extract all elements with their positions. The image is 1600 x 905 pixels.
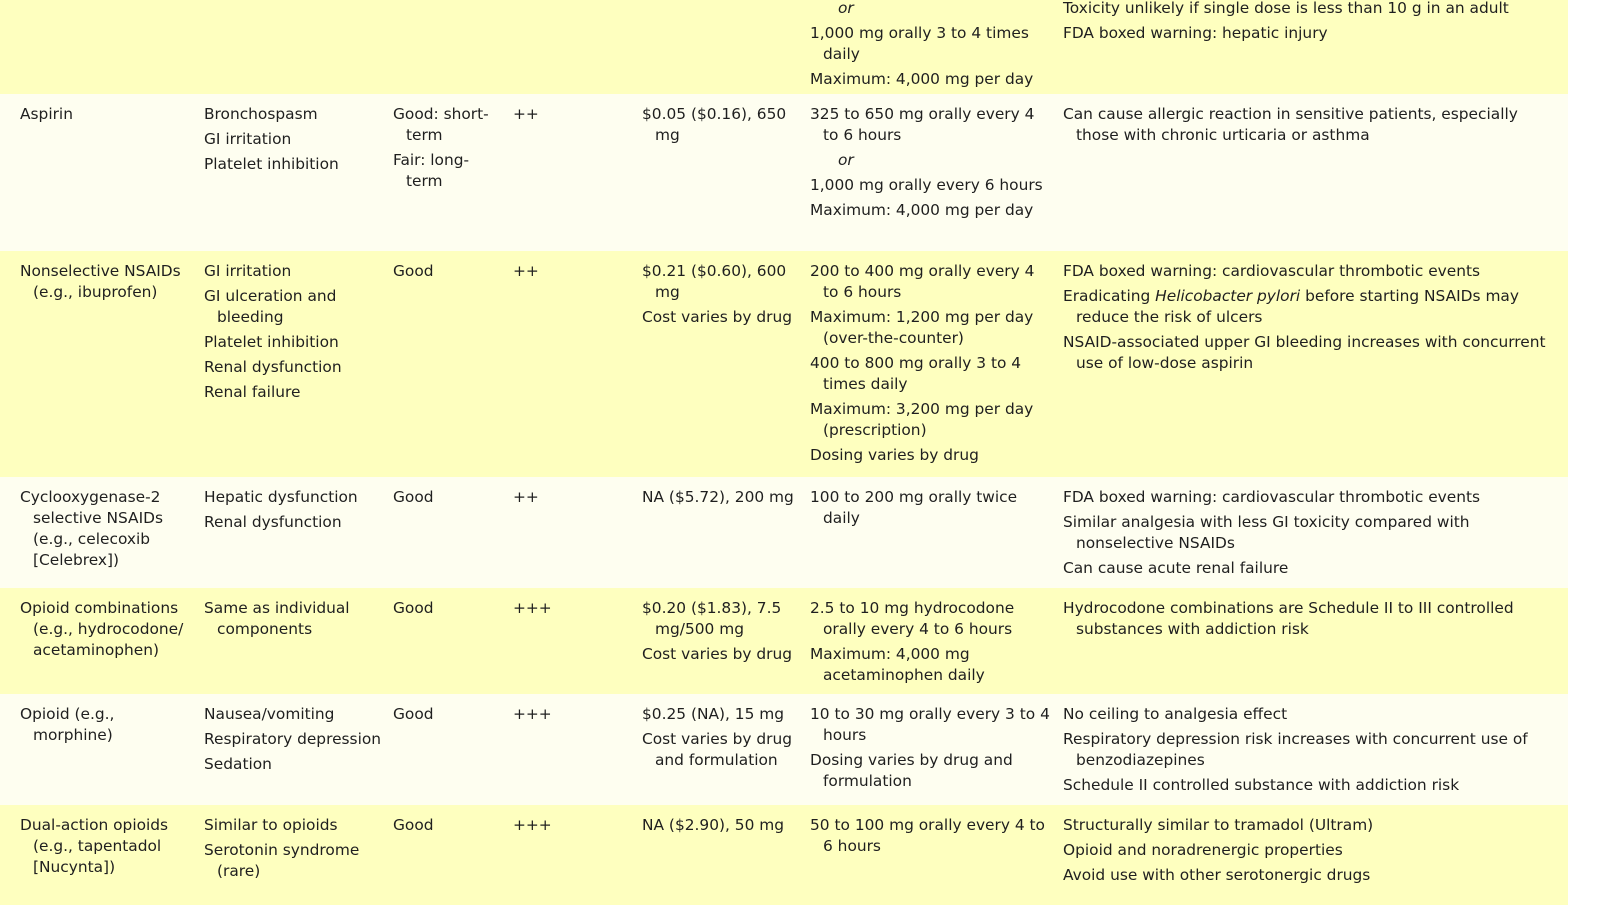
cell-line: Cost varies by drug [642, 308, 793, 326]
comments-cell [1063, 261, 1563, 378]
cell-line: Schedule II controlled substance with addiction risk [1063, 776, 1460, 794]
text-run: Eradicating [1063, 287, 1156, 305]
comments-cell [1063, 0, 1563, 48]
cell-line: Cyclooxygenase-2 selective NSAIDs (e.g., celecoxib [Celebrex]) [20, 488, 163, 569]
cell-line: Respiratory depression risk increases with concurrent use of benzodiazepines [1063, 730, 1528, 769]
cell-line: Nausea/vomiting [204, 705, 335, 723]
cell-line: Maximum: 4,000 mg per day [810, 201, 1034, 219]
cell-line: Opioid combinations (e.g., hydrocodone/ acetaminophen) [20, 599, 184, 659]
cell-line: or [838, 0, 854, 17]
cell-line: ++ [513, 262, 539, 280]
adverse-effects-cell [204, 815, 384, 886]
potency-cell [513, 815, 623, 840]
drug-cell [20, 598, 195, 665]
cell-line: Renal dysfunction [204, 513, 342, 531]
cell-line: Similar to opioids [204, 816, 338, 834]
cell-line: Good [393, 816, 434, 834]
cell-line: Good [393, 705, 434, 723]
dosing-cell [810, 0, 1050, 94]
cell-line: Opioid and noradrenergic properties [1063, 841, 1343, 859]
potency-cell [513, 104, 623, 129]
cell-line: Cost varies by drug [642, 645, 793, 663]
cell-line: $0.05 ($0.16), 650 mg [642, 105, 787, 144]
cell-line: Good [393, 599, 434, 617]
table-row [0, 0, 1568, 94]
cell-line: Dosing varies by drug and formulation [810, 751, 1013, 790]
cost-cell [642, 487, 802, 512]
cell-line: Cost varies by drug and formulation [642, 730, 793, 769]
potency-cell [513, 704, 623, 729]
cell-line: Toxicity unlikely if single dose is less than 10 g in an adult [1063, 0, 1509, 17]
table-row [0, 694, 1568, 805]
dosing-cell [810, 598, 1050, 690]
cell-line: Hydrocodone combinations are Schedule II to III controlled substances with addiction risk [1063, 599, 1514, 638]
dosing-cell [810, 261, 1050, 470]
cell-line: Similar analgesia with less GI toxicity compared with nonselective NSAIDs [1063, 513, 1470, 552]
cell-line: Respiratory depression [204, 730, 382, 748]
table-row [0, 477, 1568, 588]
cell-line: FDA boxed warning: hepatic injury [1063, 24, 1328, 42]
dosing-cell [810, 815, 1050, 861]
cell-line: NA ($2.90), 50 mg [642, 816, 785, 834]
cell-line: FDA boxed warning: cardiovascular thrombotic events [1063, 488, 1481, 506]
comments-cell [1063, 487, 1563, 583]
adverse-effects-cell [204, 487, 384, 537]
cost-cell [642, 815, 802, 840]
cell-line: 100 to 200 mg orally twice daily [810, 488, 1018, 527]
cell-line: Good [393, 262, 434, 280]
text-run: before starting NSAIDs may reduce the risk of ulcers [1076, 287, 1519, 326]
adverse-effects-cell [204, 104, 384, 179]
drug-cell [20, 487, 195, 575]
drug-cell [20, 815, 195, 882]
efficacy-cell [393, 704, 503, 729]
cost-cell [642, 261, 802, 332]
cell-line: Can cause allergic reaction in sensitive patients, especially those with chronic urticaria or asthma [1063, 105, 1518, 144]
drug-cell [20, 104, 195, 129]
cell-line: Good: short-term [393, 105, 489, 144]
cell-line: 325 to 650 mg orally every 4 to 6 hours [810, 105, 1035, 144]
dosing-cell [810, 704, 1050, 796]
cell-line: 1,000 mg orally 3 to 4 times daily [810, 24, 1029, 63]
table-row [0, 805, 1568, 905]
cell-line: NA ($5.72), 200 mg [642, 488, 794, 506]
table-row [0, 251, 1568, 477]
efficacy-cell [393, 104, 503, 196]
cell-line: NSAID-associated upper GI bleeding increases with concurrent use of low-dose aspirin [1063, 333, 1546, 372]
drug-cell [20, 704, 195, 750]
cell-line: Opioid (e.g., morphine) [20, 705, 115, 744]
cell-line: Maximum: 3,200 mg per day (prescription) [810, 400, 1034, 439]
cell-line: ++ [513, 488, 539, 506]
drug-cell [20, 261, 195, 307]
adverse-effects-cell [204, 598, 384, 644]
potency-cell [513, 487, 623, 512]
italic-text-run: Helicobacter pylori [1155, 287, 1301, 305]
cell-line: GI ulceration and bleeding [204, 287, 337, 326]
potency-cell [513, 261, 623, 286]
efficacy-cell [393, 815, 503, 840]
cell-line: Fair: long-term [393, 151, 470, 190]
table-row [0, 94, 1568, 251]
cell-line [1063, 286, 1563, 328]
cell-line: Can cause acute renal failure [1063, 559, 1289, 577]
cell-line: 2.5 to 10 mg hydrocodone orally every 4 to 6 hours [810, 599, 1015, 638]
comments-cell [1063, 598, 1563, 644]
cell-line: Bronchospasm [204, 105, 318, 123]
table-row [0, 588, 1568, 694]
cell-line: Maximum: 4,000 mg acetaminophen daily [810, 645, 985, 684]
cell-line: Renal dysfunction [204, 358, 342, 376]
cell-line: $0.25 (NA), 15 mg [642, 705, 785, 723]
cell-line: GI irritation [204, 262, 292, 280]
cell-line: Structurally similar to tramadol (Ultram) [1063, 816, 1374, 834]
cell-line: Nonselective NSAIDs (e.g., ibuprofen) [20, 262, 181, 301]
cell-line: Dosing varies by drug [810, 446, 979, 464]
cell-line: 10 to 30 mg orally every 3 to 4 hours [810, 705, 1050, 744]
cell-line: Dual-action opioids (e.g., tapentadol [Nucynta]) [20, 816, 169, 876]
comments-cell [1063, 704, 1563, 800]
cell-line: Platelet inhibition [204, 155, 339, 173]
adverse-effects-cell [204, 704, 384, 779]
potency-cell [513, 598, 623, 623]
cell-line: 1,000 mg orally every 6 hours [810, 176, 1043, 194]
cell-line: Maximum: 1,200 mg per day (over-the-counter) [810, 308, 1034, 347]
cost-cell [642, 104, 802, 150]
cell-line: Hepatic dysfunction [204, 488, 358, 506]
cell-line: Sedation [204, 755, 272, 773]
cell-line: No ceiling to analgesia effect [1063, 705, 1288, 723]
cell-line: +++ [513, 816, 552, 834]
cell-line: $0.20 ($1.83), 7.5 mg/500 mg [642, 599, 782, 638]
comments-cell [1063, 815, 1563, 890]
cost-cell [642, 704, 802, 775]
cost-cell [642, 598, 802, 669]
cell-line: 200 to 400 mg orally every 4 to 6 hours [810, 262, 1035, 301]
efficacy-cell [393, 598, 503, 623]
cell-line: Avoid use with other serotonergic drugs [1063, 866, 1371, 884]
cell-line: +++ [513, 599, 552, 617]
comments-cell [1063, 104, 1563, 150]
dosing-cell [810, 104, 1050, 225]
cell-line: Renal failure [204, 383, 301, 401]
cell-line: $0.21 ($0.60), 600 mg [642, 262, 787, 301]
cell-line: FDA boxed warning: cardiovascular thrombotic events [1063, 262, 1481, 280]
efficacy-cell [393, 487, 503, 512]
efficacy-cell [393, 261, 503, 286]
cell-line: Good [393, 488, 434, 506]
cell-line: ++ [513, 105, 539, 123]
cell-line: Platelet inhibition [204, 333, 339, 351]
cell-line: 400 to 800 mg orally 3 to 4 times daily [810, 354, 1022, 393]
cell-line: GI irritation [204, 130, 292, 148]
cell-line: Aspirin [20, 105, 73, 123]
cell-line: +++ [513, 705, 552, 723]
cell-line: Serotonin syndrome (rare) [204, 841, 360, 880]
adverse-effects-cell [204, 261, 384, 407]
cell-line: Same as individual components [204, 599, 350, 638]
cell-line: or [838, 151, 854, 169]
cell-line: 50 to 100 mg orally every 4 to 6 hours [810, 816, 1045, 855]
dosing-cell [810, 487, 1050, 533]
cell-line: Maximum: 4,000 mg per day [810, 70, 1034, 88]
